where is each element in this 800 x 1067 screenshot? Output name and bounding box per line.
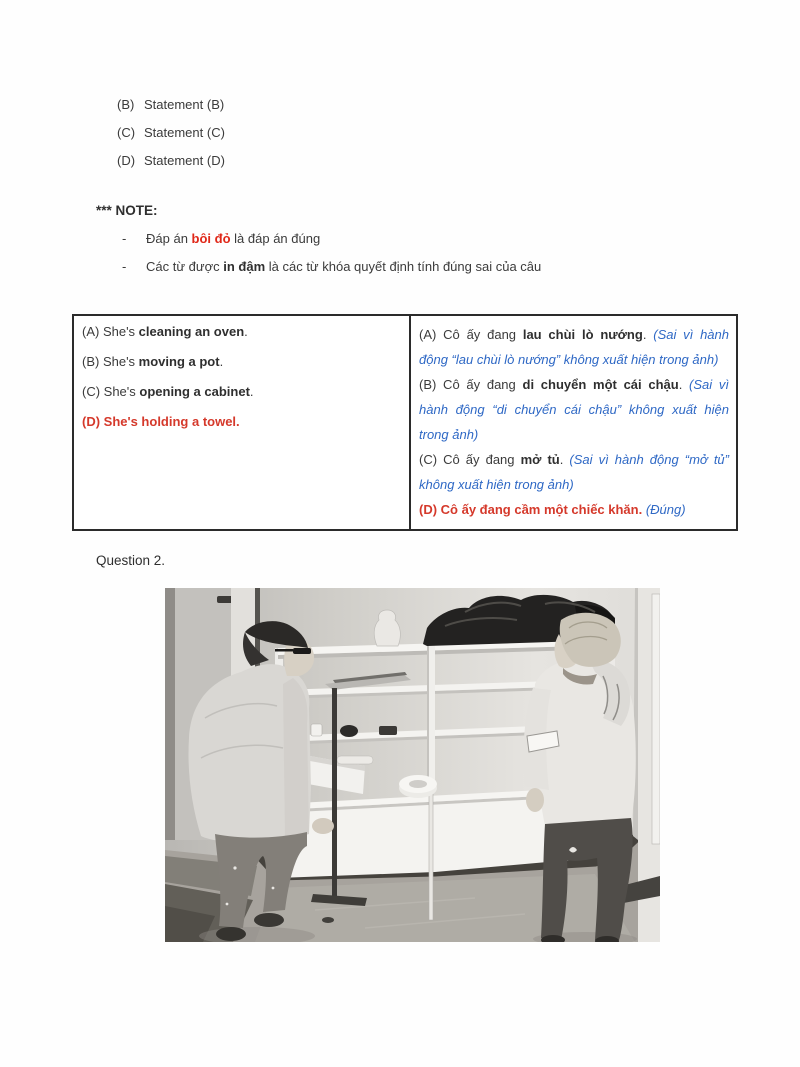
option-row-c	[117, 126, 225, 140]
answer-vn-b: (B) Cô ấy đang di chuyển một cái chậu. (Sai vì hành động “di chuyển cái chậu” không xuất hiện trong ảnh)	[419, 377, 729, 442]
bold-keyword: in đậm	[223, 259, 266, 274]
answer-en-a: (A) She's cleaning an oven.	[82, 324, 248, 339]
note-bullet-2	[122, 259, 541, 274]
answer-vn-a: (A) Cô ấy đang lau chùi lò nướng. (Sai vì hành động “lau chùi lò nướng” không xuất hiện trong ảnh)	[419, 327, 730, 367]
explanation-note: (Đúng)	[645, 502, 686, 517]
explanation-note: (Sai vì hành động “mở tủ” không xuất hiện trong ảnh)	[419, 452, 729, 492]
question-2-label: Question 2.	[96, 553, 166, 568]
note-bullet-1	[122, 231, 320, 246]
option-label: (D)	[117, 153, 136, 168]
answer-table	[72, 314, 738, 531]
bullet-text: Đáp án	[146, 231, 192, 246]
statement-options	[117, 98, 225, 182]
question-photo	[165, 588, 660, 942]
english-column	[74, 316, 411, 529]
explanation-note: (Sai vì hành động “lau chùi lò nướng” không xuất hiện trong ảnh)	[419, 327, 730, 367]
bullet-dash: -	[122, 231, 127, 246]
option-label: (B)	[117, 97, 135, 112]
option-text: Statement (C)	[144, 125, 225, 140]
option-label: (C)	[117, 125, 136, 140]
bullet-text: là đáp án đúng	[230, 231, 321, 246]
answer-en-c: (C) She's opening a cabinet.	[82, 384, 254, 399]
bullet-dash: -	[122, 259, 127, 274]
vietnamese-column	[411, 316, 736, 529]
red-keyword: bôi đỏ	[191, 231, 231, 246]
option-text: Statement (B)	[144, 97, 225, 112]
option-row-d	[117, 154, 225, 168]
question-photo-image	[165, 588, 660, 942]
answer-vn-d-correct: (D) Cô ấy đang cầm một chiếc khăn. (Đúng)	[419, 502, 686, 517]
bullet-text: là các từ khóa quyết định tính đúng sai của câu	[265, 259, 542, 274]
option-text: Statement (D)	[144, 153, 225, 168]
answer-en-d-correct: (D) She's holding a towel.	[82, 414, 240, 429]
option-row-b	[117, 98, 225, 112]
explanation-note: (Sai vì hành động “di chuyển cái chậu” không xuất hiện trong ảnh)	[419, 377, 729, 442]
answer-en-b: (B) She's moving a pot.	[82, 354, 224, 369]
answer-vn-c: (C) Cô ấy đang mở tủ. (Sai vì hành động “mở tủ” không xuất hiện trong ảnh)	[419, 452, 729, 492]
note-title: *** NOTE:	[96, 203, 158, 218]
bullet-text: Các từ được	[146, 259, 224, 274]
